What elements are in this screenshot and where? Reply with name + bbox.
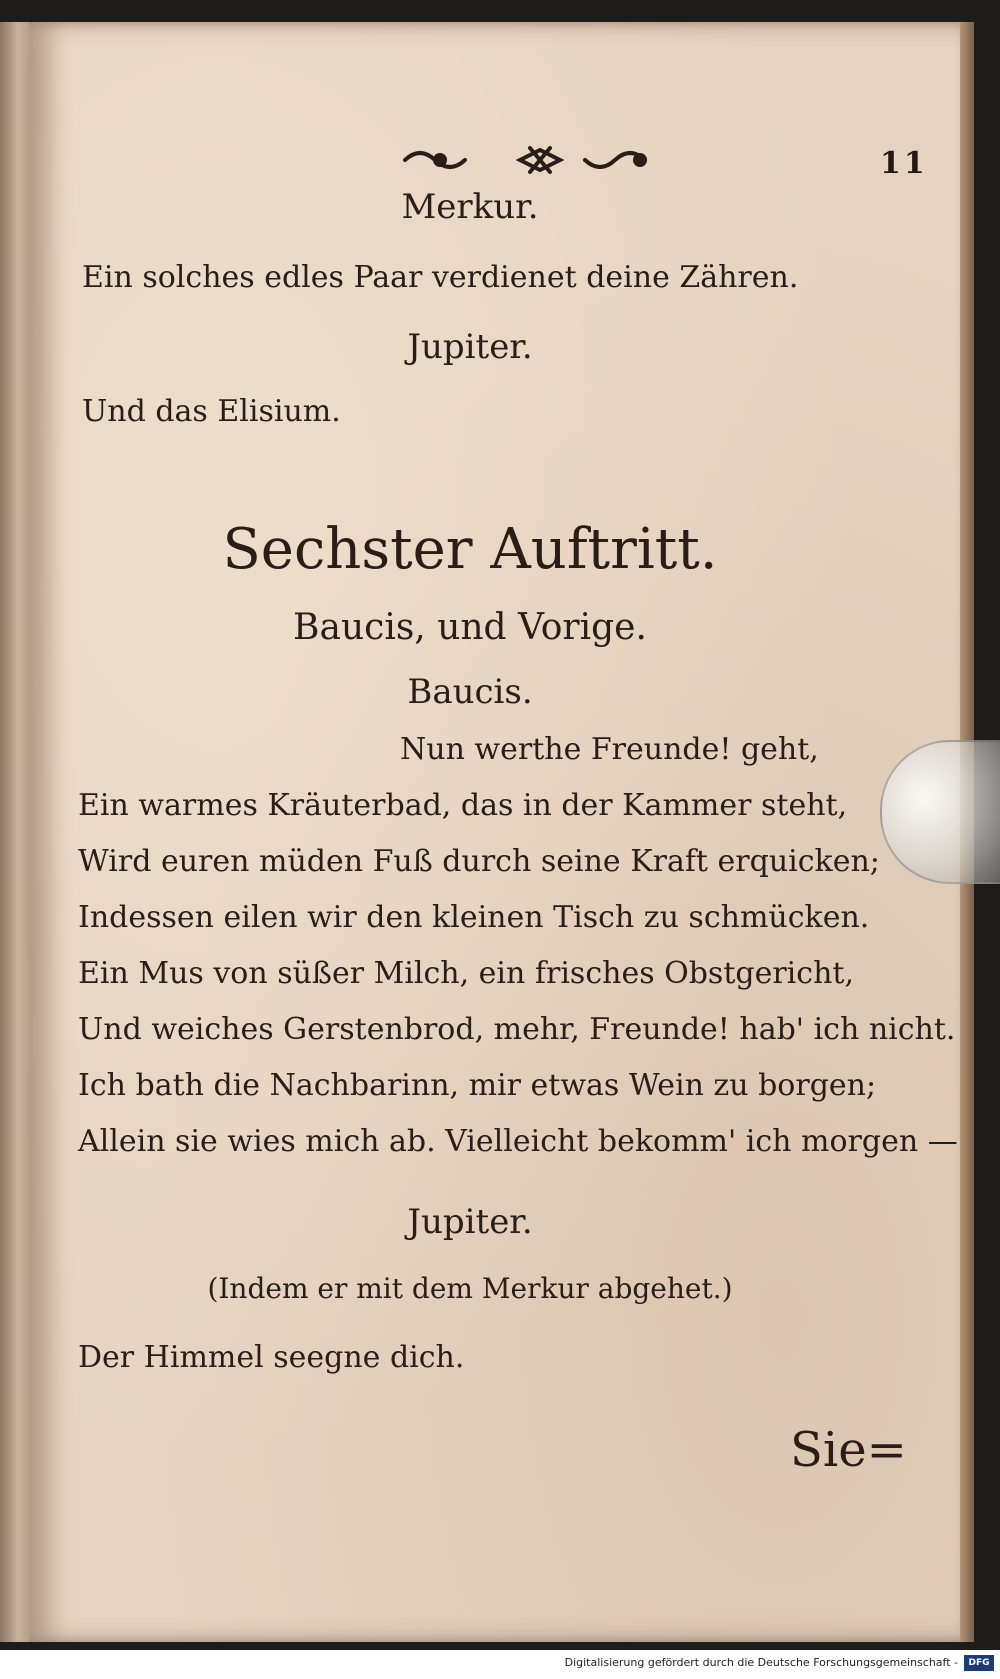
verse-line: Indessen eilen wir den kleinen Tisch zu schmücken. — [78, 900, 870, 935]
speaker-name: Jupiter. — [407, 1202, 533, 1242]
speaker-name: Jupiter. — [407, 327, 533, 367]
stage-direction: (Indem er mit dem Merkur abgehet.) — [207, 1272, 733, 1305]
footer-credit: Digitalisierung gefördert durch die Deutsche Forschungsgemeinschaft - — [564, 1656, 958, 1669]
speaker-name: Merkur. — [401, 187, 539, 227]
catchword: Sie= — [790, 1422, 907, 1478]
speaker-name: Baucis. — [407, 672, 533, 712]
verse-line: Ich bath die Nachbarinn, mir etwas Wein zu borgen; — [78, 1068, 877, 1103]
cast-list: Baucis, und Vorige. — [293, 607, 647, 648]
verse-line: Ein Mus von süßer Milch, ein frisches Obstgericht, — [78, 956, 854, 991]
dfg-logo: DFG — [964, 1655, 994, 1671]
scene-heading: Sechster Auftritt. — [222, 517, 718, 582]
verse-line: Ein solches edles Paar verdienet deine Zähren. — [82, 260, 799, 295]
verse-line: Der Himmel seegne dich. — [78, 1340, 465, 1375]
footer-bar — [0, 1650, 1000, 1679]
page-number: 11 — [880, 146, 928, 181]
verse-line: Allein sie wies mich ab. Vielleicht bekomm' ich morgen — — [78, 1124, 958, 1159]
page-header — [30, 140, 970, 190]
verse-line: Nun werthe Freunde! geht, — [400, 732, 819, 767]
facing-page-edge — [0, 22, 30, 1642]
verse-line: Und das Elisium. — [82, 394, 341, 429]
verse-line: Ein warmes Kräuterbad, das in der Kammer steht, — [78, 788, 848, 823]
verse-line: Wird euren müden Fuß durch seine Kraft erquicken; — [78, 844, 880, 879]
ornament-icon — [400, 140, 680, 180]
book-page — [30, 22, 970, 1642]
verse-line: Und weiches Gerstenbrod, mehr, Freunde! hab' ich nicht. — [78, 1012, 956, 1047]
